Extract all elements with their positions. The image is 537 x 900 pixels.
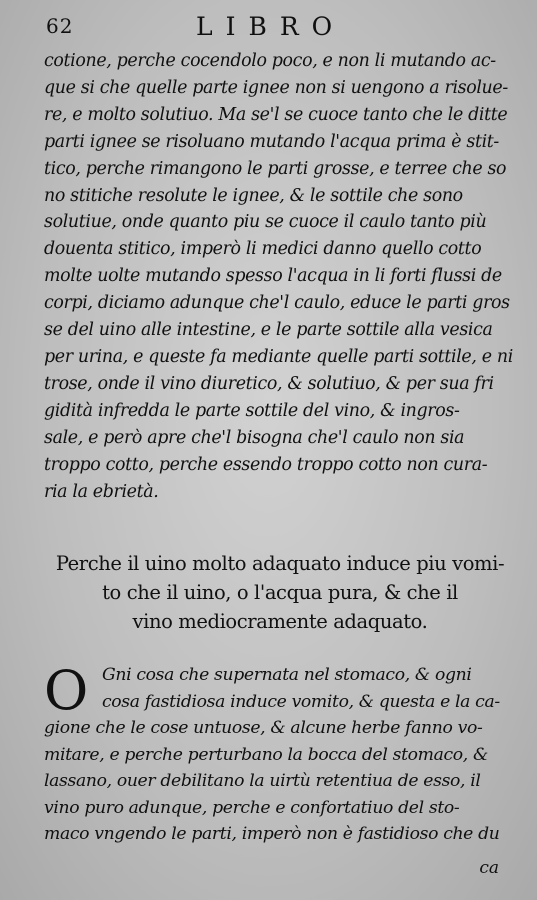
running-title: LIBRO [196,12,346,41]
text-line: sale, e però apre che'l bisogna che'l caulo non sia [44,427,465,448]
text-line: re, e molto solutiuo. Ma se'l se cuoce tanto che le ditte [44,104,508,125]
text-line: trose, onde il vino diuretico, & solutiuo, & per sua fri [44,373,494,394]
text-line: vino puro adunque, perche e confortatiuo del sto- [44,797,460,818]
text-line: que si che quelle parte ignee non si uengono a risolue- [44,77,508,98]
page-number: 62 [46,14,74,38]
text-line: se del uino alle intestine, e le parte sottile alla vesica [44,320,493,341]
text-line: corpi, diciamo adunque che'l caulo, educe le parti gros [44,293,510,314]
text-line: Gni cosa che supernata nel stomaco, & ogni [102,665,472,685]
second-paragraph [44,659,520,848]
catchword: ca [479,858,499,878]
heading-line: vino mediocramente adaquato. [132,610,428,633]
text-line: lassano, ouer debilitano la uirtù retentiua de esso, il [44,771,481,791]
text-line: douenta stitico, imperò li medici danno quello cotto [44,239,482,260]
text-line: maco vngendo le parti, imperò non è fastidioso che du [44,824,500,844]
text-line: mitare, e perche perturbano la bocca del stomaco, & [44,744,488,765]
text-line: cosa fastidiosa induce vomito, & questa e la ca- [102,691,500,712]
drop-cap: O [44,659,89,722]
text-line: gione che le cose untuose, & alcune herbe fanno vo- [44,718,483,738]
body-paragraph [44,48,520,505]
page-header [0,10,537,46]
text-line: parti ignee se risoluano mutando l'acqua prima è stit- [44,131,499,152]
text-line: gidità infredda le parte sottile del vino, & ingros- [44,400,460,421]
heading-line: to che il uino, o l'acqua pura, & che il [102,581,458,604]
text-line: troppo cotto, perche essendo troppo cotto non cura- [44,454,488,475]
text-line: solutiue, onde quanto piu se cuoce il caulo tanto più [44,212,487,233]
text-line: tico, perche rimangono le parti grosse, e terree che so [44,158,507,179]
text-line: per urina, e queste fa mediante quelle parti sottile, e ni [44,346,513,367]
heading-line: Perche il uino molto adaquato induce piu vomi- [55,552,505,575]
text-line: no stitiche resolute le ignee, & le sottile che sono [44,185,463,206]
text-line: molte uolte mutando spesso l'acqua in li forti flussi de [44,266,502,287]
section-heading [40,549,520,636]
text-line: cotione, perche cocendolo poco, e non li mutando ac- [44,51,496,71]
text-line: ria la ebrietà. [44,481,159,502]
